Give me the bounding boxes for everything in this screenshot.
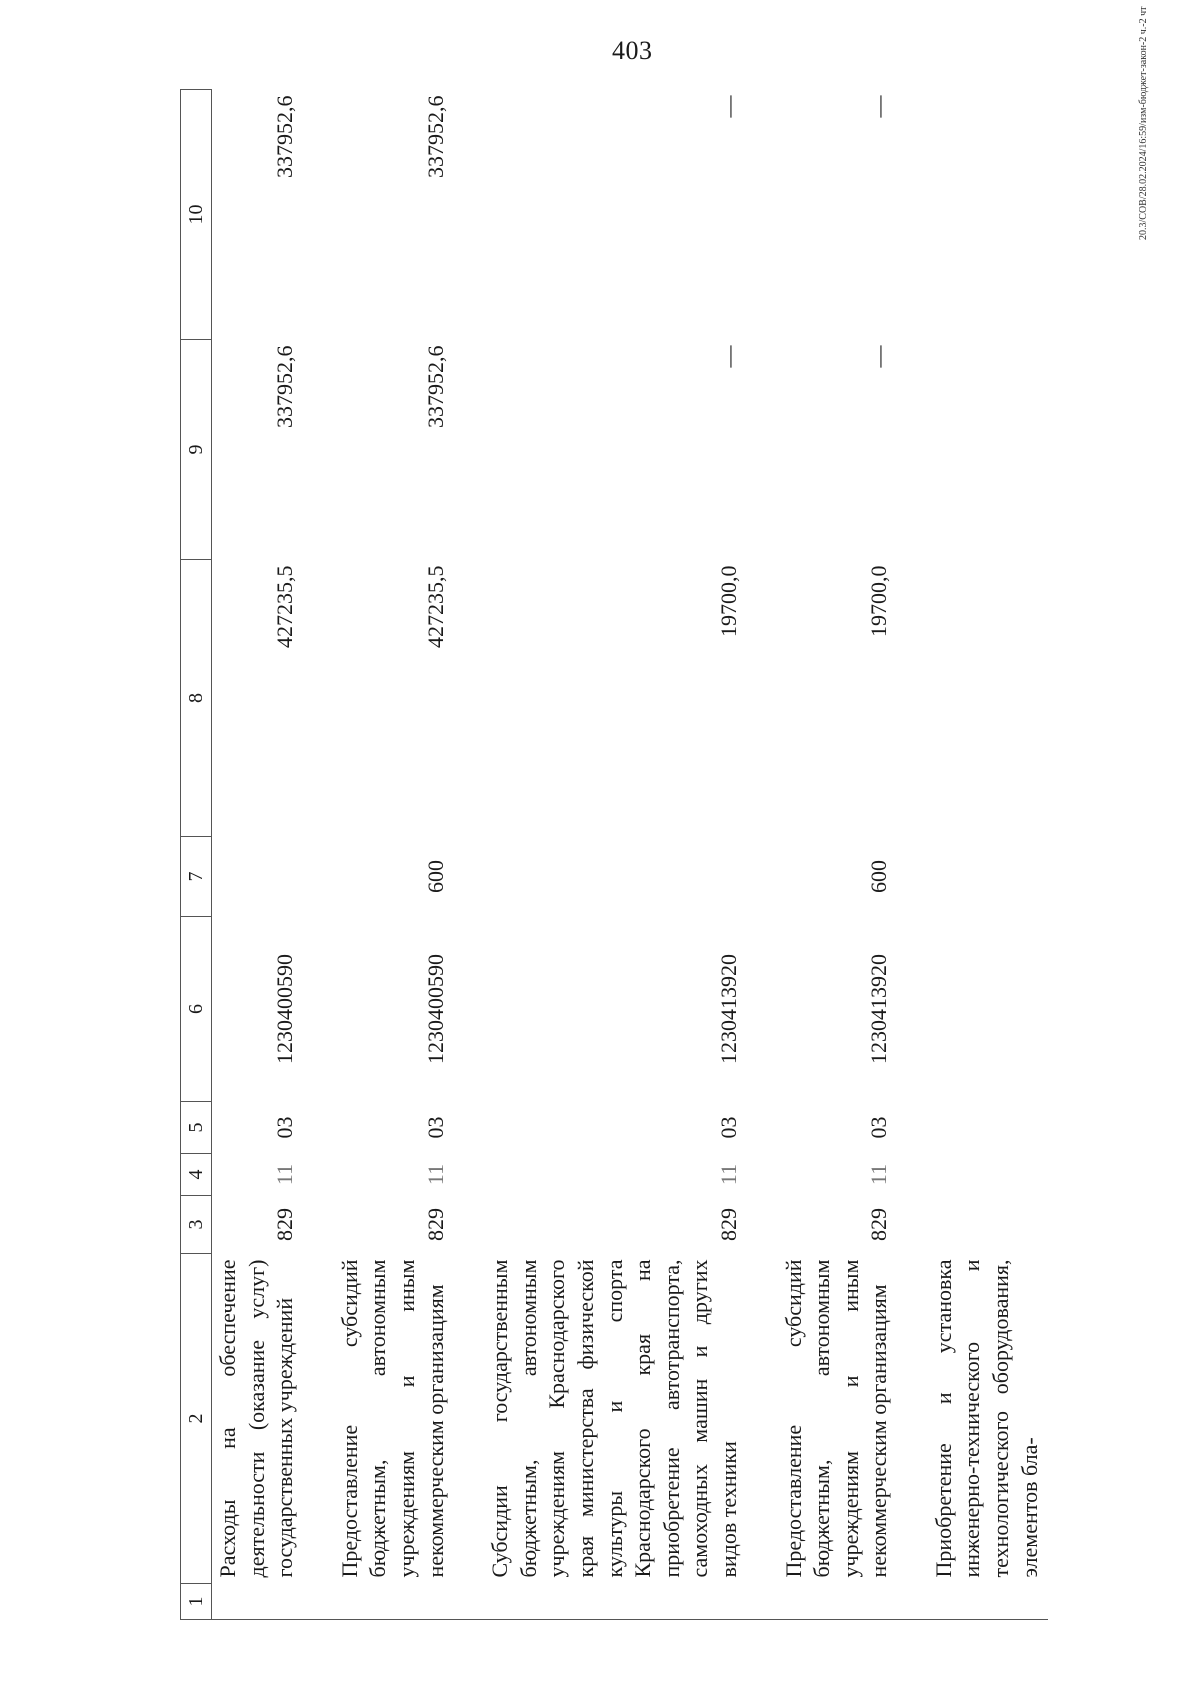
header-col-1: 1 — [181, 1584, 212, 1620]
cell-col-7: 600 — [422, 860, 448, 893]
cell-col-1 — [484, 1584, 747, 1620]
header-col-9: 9 — [181, 340, 212, 560]
cell-col-3 — [928, 1196, 1048, 1254]
cell-col-3: 829 — [422, 1208, 448, 1241]
row-spacer — [304, 90, 334, 1620]
cell-col-4: 11 — [715, 1163, 741, 1186]
cell-col-10: 337952,6 — [272, 95, 298, 178]
header-col-10: 10 — [181, 90, 212, 340]
cell-col-8: 19700,0 — [715, 565, 741, 637]
row-spacer — [898, 90, 928, 1620]
cell-col-9: — — [715, 345, 741, 368]
cell-col-4: 11 — [272, 1163, 298, 1186]
cell-col-5: 03 — [272, 1116, 298, 1139]
cell-col-4 — [928, 1154, 1048, 1196]
cell-col-1 — [778, 1584, 898, 1620]
header-col-7: 7 — [181, 837, 212, 917]
table-row — [212, 90, 304, 1620]
header-col-6: 6 — [181, 917, 212, 1102]
cell-col-8: 19700,0 — [866, 565, 892, 637]
footer-code-text: 20.3/СОВ/28.02.2024/16:59/изм-бюджет-закон-2 ч.-2 чт — [1138, 6, 1149, 240]
cell-col-4: 11 — [866, 1163, 892, 1186]
table-row — [928, 90, 1048, 1620]
budget-table-rotated — [180, 90, 1042, 1620]
cell-description: Предоставление субсидий бюджетным, автономным учреждениям и иным некоммерческим организациям — [336, 1259, 448, 1578]
cell-col-3: 829 — [272, 1208, 298, 1241]
cell-col-6: 1230400590 — [422, 954, 448, 1064]
document-footer-code — [1138, 0, 1149, 240]
cell-col-6: 1230413920 — [715, 954, 741, 1064]
spacer-cell — [304, 90, 334, 1620]
cell-col-8: 427235,5 — [272, 565, 298, 648]
spacer-cell — [898, 90, 928, 1620]
cell-col-8 — [928, 560, 1048, 837]
cell-col-5: 03 — [715, 1116, 741, 1139]
cell-description: Субсидии государственным бюджетным, автономным учреждениям Краснодарского края министерства физической культуры и спорта Краснодарского края на приобретение автотранспорта, самоходных машин и других видов техники — [487, 1259, 741, 1578]
spacer-cell — [454, 90, 484, 1620]
cell-col-10 — [928, 90, 1048, 340]
cell-col-1 — [928, 1584, 1048, 1620]
table-row — [778, 90, 898, 1620]
cell-col-3: 829 — [715, 1208, 741, 1241]
cell-col-3: 829 — [866, 1208, 892, 1241]
cell-col-6: 1230413920 — [866, 954, 892, 1064]
cell-col-7 — [484, 837, 747, 917]
cell-col-6: 1230400590 — [272, 954, 298, 1064]
cell-description: Расходы на обеспечение деятельности (оказание услуг) государственных учреждений — [215, 1259, 298, 1578]
spacer-cell — [748, 90, 778, 1620]
cell-col-8: 427235,5 — [422, 565, 448, 648]
cell-description: Приобретение и установка инженерно-технического и технологического оборудования, элементов бла- — [930, 1259, 1042, 1578]
cell-col-4: 11 — [422, 1163, 448, 1186]
page-number: 403 — [612, 36, 653, 65]
cell-col-9: 337952,6 — [422, 345, 448, 428]
row-spacer — [454, 90, 484, 1620]
cell-col-5: 03 — [422, 1116, 448, 1139]
cell-col-6 — [928, 917, 1048, 1102]
cell-col-10: 337952,6 — [422, 95, 448, 178]
cell-col-1 — [334, 1584, 454, 1620]
header-col-4: 4 — [181, 1154, 212, 1196]
cell-col-7: 600 — [866, 860, 892, 893]
cell-col-9: 337952,6 — [272, 345, 298, 428]
header-row — [181, 90, 212, 1620]
table-row — [484, 90, 747, 1620]
cell-col-9 — [928, 340, 1048, 560]
header-col-3: 3 — [181, 1196, 212, 1254]
cell-col-5 — [928, 1102, 1048, 1154]
cell-col-10: — — [866, 95, 892, 118]
cell-col-5: 03 — [866, 1116, 892, 1139]
cell-col-7 — [928, 837, 1048, 917]
header-col-8: 8 — [181, 560, 212, 837]
budget-table — [180, 89, 1048, 1620]
cell-col-1 — [212, 1584, 304, 1620]
header-col-5: 5 — [181, 1102, 212, 1154]
row-spacer — [748, 90, 778, 1620]
table-row — [334, 90, 454, 1620]
cell-description: Предоставление субсидий бюджетным, автономным учреждениям и иным некоммерческим организациям — [780, 1259, 892, 1578]
cell-col-10: — — [715, 95, 741, 118]
header-col-2: 2 — [181, 1254, 212, 1584]
cell-col-9: — — [866, 345, 892, 368]
cell-col-7 — [212, 837, 304, 917]
